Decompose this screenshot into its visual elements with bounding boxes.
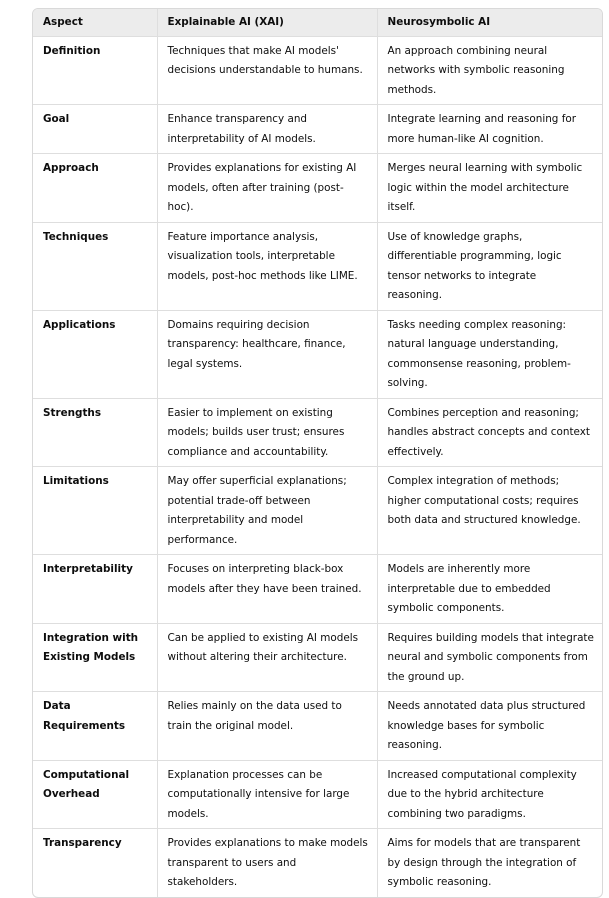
row-xai-cell: Easier to implement on existing models; builds user trust; ensures compliance and accountability.	[157, 398, 377, 467]
table-row	[33, 829, 602, 897]
comparison-table-container	[32, 8, 603, 898]
table-row	[33, 623, 602, 692]
table-row	[33, 398, 602, 467]
row-neurosymbolic-cell: Requires building models that integrate neural and symbolic components from the ground up.	[377, 623, 602, 692]
row-neurosymbolic-cell: Tasks needing complex reasoning: natural language understanding, commonsense reasoning, problem-solving.	[377, 310, 602, 398]
row-xai-cell: Explanation processes can be computationally intensive for large models.	[157, 760, 377, 829]
row-aspect-cell: Definition	[33, 36, 157, 105]
row-neurosymbolic-cell: Combines perception and reasoning; handles abstract concepts and context effectively.	[377, 398, 602, 467]
header-xai: Explainable AI (XAI)	[157, 9, 377, 36]
row-aspect-cell: Techniques	[33, 222, 157, 310]
row-aspect-cell: Integration with Existing Models	[33, 623, 157, 692]
header-row	[33, 9, 602, 36]
comparison-table	[33, 9, 602, 897]
row-neurosymbolic-cell: Merges neural learning with symbolic logic within the model architecture itself.	[377, 154, 602, 223]
table-row	[33, 36, 602, 105]
row-aspect-cell: Computational Overhead	[33, 760, 157, 829]
row-xai-cell: Provides explanations for existing AI models, often after training (post-hoc).	[157, 154, 377, 223]
row-neurosymbolic-cell: Complex integration of methods; higher computational costs; requires both data and structured knowledge.	[377, 467, 602, 555]
row-xai-cell: Techniques that make AI models' decisions understandable to humans.	[157, 36, 377, 105]
row-aspect-cell: Transparency	[33, 829, 157, 897]
row-neurosymbolic-cell: An approach combining neural networks with symbolic reasoning methods.	[377, 36, 602, 105]
row-xai-cell: Domains requiring decision transparency: healthcare, finance, legal systems.	[157, 310, 377, 398]
row-xai-cell: Feature importance analysis, visualization tools, interpretable models, post-hoc methods like LIME.	[157, 222, 377, 310]
row-neurosymbolic-cell: Models are inherently more interpretable due to embedded symbolic components.	[377, 555, 602, 624]
row-aspect-cell: Goal	[33, 105, 157, 154]
row-xai-cell: Enhance transparency and interpretability of AI models.	[157, 105, 377, 154]
row-xai-cell: Provides explanations to make models transparent to users and stakeholders.	[157, 829, 377, 897]
row-xai-cell: May offer superficial explanations; potential trade-off between interpretability and model performance.	[157, 467, 377, 555]
row-aspect-cell: Data Requirements	[33, 692, 157, 761]
table-body	[33, 36, 602, 897]
header-neurosymbolic: Neurosymbolic AI	[377, 9, 602, 36]
row-neurosymbolic-cell: Needs annotated data plus structured knowledge bases for symbolic reasoning.	[377, 692, 602, 761]
table-row	[33, 105, 602, 154]
header-aspect: Aspect	[33, 9, 157, 36]
table-row	[33, 692, 602, 761]
row-aspect-cell: Applications	[33, 310, 157, 398]
row-xai-cell: Can be applied to existing AI models without altering their architecture.	[157, 623, 377, 692]
row-aspect-cell: Limitations	[33, 467, 157, 555]
row-neurosymbolic-cell: Use of knowledge graphs, differentiable programming, logic tensor networks to integrate reasoning.	[377, 222, 602, 310]
row-xai-cell: Focuses on interpreting black-box models after they have been trained.	[157, 555, 377, 624]
row-neurosymbolic-cell: Increased computational complexity due to the hybrid architecture combining two paradigms.	[377, 760, 602, 829]
row-neurosymbolic-cell: Aims for models that are transparent by design through the integration of symbolic reasoning.	[387, 837, 581, 888]
table-header	[33, 9, 602, 36]
row-aspect-cell: Strengths	[33, 398, 157, 467]
table-row	[33, 555, 602, 624]
table-row	[33, 154, 602, 223]
table-row	[33, 467, 602, 555]
row-xai-cell: Relies mainly on the data used to train the original model.	[157, 692, 377, 761]
row-aspect-cell: Interpretability	[33, 555, 157, 624]
table-row	[33, 310, 602, 398]
table-row	[33, 222, 602, 310]
table-row	[33, 760, 602, 829]
row-aspect-cell: Approach	[33, 154, 157, 223]
row-neurosymbolic-cell: Integrate learning and reasoning for more human-like AI cognition.	[377, 105, 602, 154]
